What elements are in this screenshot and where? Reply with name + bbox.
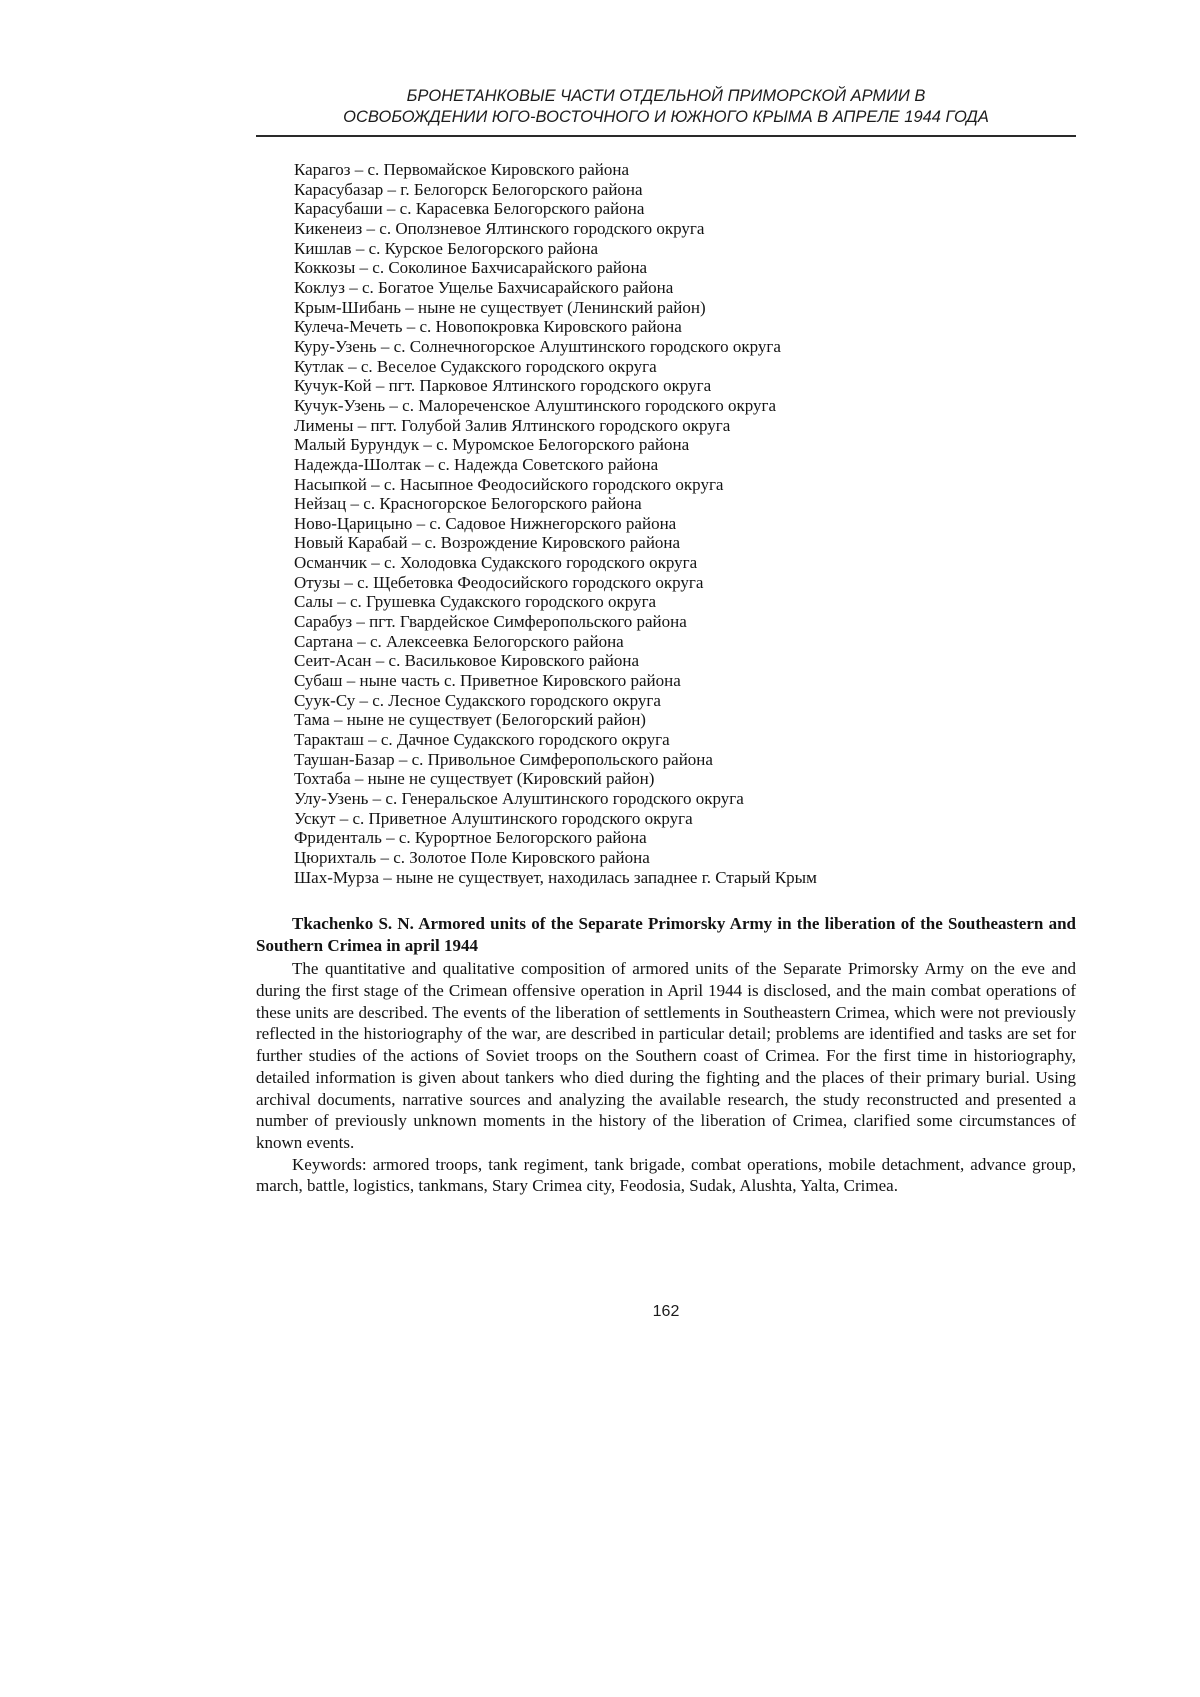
running-header: [256, 86, 1076, 137]
toponym-entry: Суук-Су – с. Лесное Судакского городского округа: [294, 690, 661, 710]
toponym-entry: Ускут – с. Приветное Алуштинского городского округа: [294, 808, 693, 828]
toponym-entry: Кутлак – с. Веселое Судакского городского округа: [294, 356, 657, 376]
toponym-entry: Тохтаба – ныне не существует (Кировский район): [294, 769, 655, 789]
toponym-entry: Таушан-Базар – с. Привольное Симферопольского района: [294, 749, 713, 769]
toponym-entry: Сеит-Асан – с. Васильковое Кировского района: [294, 651, 640, 671]
toponym-entry: Сартана – с. Алексеевка Белогорского района: [294, 631, 624, 651]
toponym-entry: Кучук-Узень – с. Малореченское Алуштинского городского округа: [294, 395, 777, 415]
toponym-entry: Ново-Царицыно – с. Садовое Нижнегорского района: [294, 513, 677, 533]
toponym-entry: Шах-Мурза – ныне не существует, находилась западнее г. Старый Крым: [294, 867, 817, 887]
page-number: 162: [652, 1303, 680, 1320]
toponym-entry: Коккозы – с. Соколиное Бахчисарайского района: [294, 258, 648, 278]
toponym-entry: Кишлав – с. Курское Белогорского района: [294, 238, 598, 258]
toponym-list: [256, 160, 1076, 887]
abstract-body: The quantitative and qualitative composition of armored units of the Separate Primorsky Army on the eve and during the first stage of the Crimean offensive operation in April 1944 is disclosed, and the main combat operations of these units are described. The events of the liberation of settlements in Southeastern Crimea, which were not previously reflected in the historiography of the war, are described in particular detail; problems are identified and tasks are set for further studies of the actions of Soviet troops on the Southern coast of Crimea. For the first time in historiography, detailed information is given about tankers who died during the fighting and the places of their primary burial. Using archival documents, narrative sources and analyzing the available research, the study reconstructed and presented a number of previously unknown moments in the history of the liberation of Crimea, clarified some circumstances of known events.: [256, 959, 1076, 1152]
toponym-entry: Улу-Узень – с. Генеральское Алуштинского городского округа: [294, 789, 744, 808]
toponym-entry: Османчик – с. Холодовка Судакского городского округа: [294, 553, 698, 573]
toponym-entry: Карагоз – с. Первомайское Кировского района: [294, 160, 630, 179]
document-page: [256, 0, 1076, 1197]
abstract-keywords: Keywords: armored troops, tank regiment, tank brigade, combat operations, mobile detachment, advance group, march, battle, logistics, tankmans, Stary Crimea city, Feodosia, Sudak, Alushta, Yalta, Crimea.: [256, 1154, 1076, 1196]
toponym-entry: Таракташ – с. Дачное Судакского городского округа: [294, 730, 670, 750]
toponym-entry: Субаш – ныне часть с. Приветное Кировского района: [294, 671, 681, 691]
toponym-entry: Фриденталь – с. Курортное Белогорского района: [294, 828, 647, 848]
toponym-entry: Отузы – с. Щебетовка Феодосийского городского округа: [294, 572, 704, 592]
toponym-entry: Карасубазар – г. Белогорск Белогорского района: [294, 179, 643, 199]
toponym-entry: Кулеча-Мечеть – с. Новопокровка Кировского района: [294, 317, 682, 337]
toponym-entry: Кучук-Кой – пгт. Парковое Ялтинского городского округа: [294, 376, 712, 396]
running-header-line1: БРОНЕТАНКОВЫЕ ЧАСТИ ОТДЕЛЬНОЙ ПРИМОРСКОЙ АРМИИ В: [406, 87, 926, 105]
page-footer: [256, 1303, 1076, 1321]
toponym-entry: Салы – с. Грушевка Судакского городского округа: [294, 592, 657, 612]
toponym-entry: Кикенеиз – с. Оползневое Ялтинского городского округа: [294, 218, 705, 238]
toponym-entry: Коклуз – с. Богатое Ущелье Бахчисарайского района: [294, 277, 674, 297]
abstract-heading: Tkachenko S. N. Armored units of the Separate Primorsky Army in the liberation of the Southeastern and Southern Crimea in april 1944: [256, 914, 1076, 956]
abstract-section-en: [256, 913, 1076, 1197]
running-header-line2: ОСВОБОЖДЕНИИ ЮГО-ВОСТОЧНОГО И ЮЖНОГО КРЫМА В АПРЕЛЕ 1944 ГОДА: [343, 108, 989, 126]
toponym-entry: Надежда-Шолтак – с. Надежда Советского района: [294, 454, 659, 474]
toponym-entry: Крым-Шибань – ныне не существует (Ленинский район): [294, 297, 706, 317]
toponym-entry: Лимены – пгт. Голубой Залив Ялтинского городского округа: [294, 415, 731, 435]
toponym-entry: Тама – ныне не существует (Белогорский район): [294, 710, 646, 730]
toponym-entry: Нейзац – с. Красногорское Белогорского района: [294, 494, 642, 514]
toponym-entry: Новый Карабай – с. Возрождение Кировского района: [294, 533, 681, 553]
toponym-entry: Малый Бурундук – с. Муромское Белогорского района: [294, 435, 690, 455]
toponym-entry: Куру-Узень – с. Солнечногорское Алуштинского городского округа: [294, 336, 781, 356]
toponym-entry: Сарабуз – пгт. Гвардейское Симферопольского района: [294, 612, 687, 632]
toponym-entry: Насыпкой – с. Насыпное Феодосийского городского округа: [294, 474, 724, 494]
toponym-entry: Цюрихталь – с. Золотое Поле Кировского района: [294, 847, 650, 867]
toponym-entry: Карасубаши – с. Карасевка Белогорского района: [294, 199, 645, 219]
